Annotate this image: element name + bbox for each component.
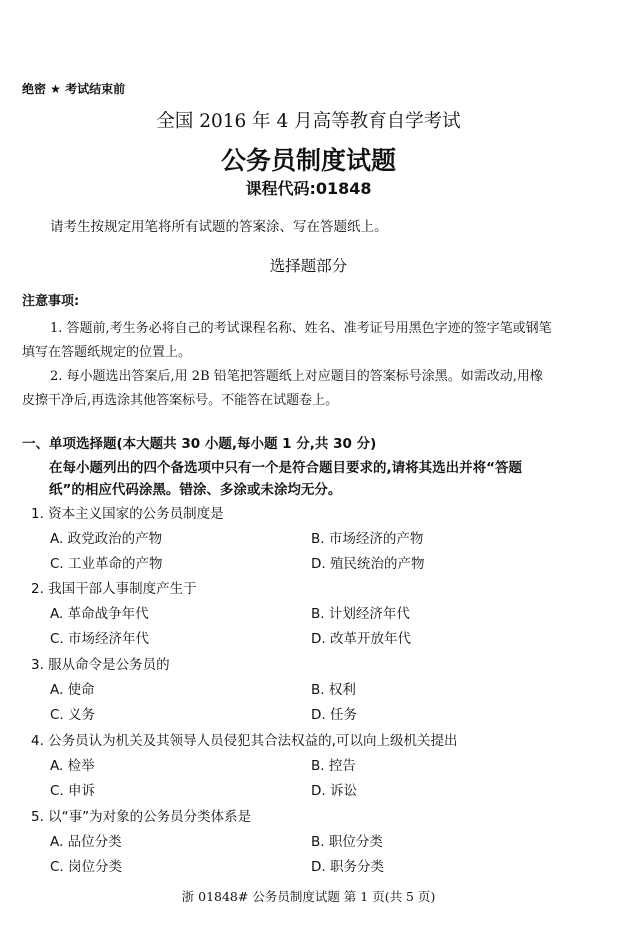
note-line: 2. 每小题选出答案后,用 2B 铅笔把答题纸上对应题目的答案标号涂黑。如需改动,用橡 [50,369,543,384]
note-line: 皮擦干净后,再选涂其他答案标号。不能答在试题卷上。 [22,393,339,408]
part-description: 纸”的相应代码涂黑。错涂、多涂或未涂均无分。 [49,482,342,498]
option-d: D. 职务分类 [311,859,384,875]
option-c: C. 市场经济年代 [50,631,150,647]
option-d: D. 任务 [311,707,357,723]
option-b: B. 计划经济年代 [311,606,410,622]
question-stem: 3. 服从命令是公务员的 [31,657,170,673]
page-title: 公务员制度试题 [220,146,396,175]
option-c: C. 岗位分类 [50,859,123,875]
option-d: D. 改革开放年代 [311,631,411,647]
option-a: A. 检举 [50,758,95,774]
question-stem: 1. 资本主义国家的公务员制度是 [31,506,224,522]
option-c: C. 申诉 [50,783,96,799]
option-c: C. 工业革命的产物 [50,556,163,572]
option-b: B. 职位分类 [311,834,383,850]
option-a: A. 革命战争年代 [50,606,149,622]
option-b: B. 权利 [311,682,356,698]
part-heading: 一、单项选择题(本大题共 30 小题,每小题 1 分,共 30 分) [22,436,377,452]
part-description: 在每小题列出的四个备选项中只有一个是符合题目要求的,请将其选出并将“答题 [49,460,522,476]
confidential-label: 绝密 ★ 考试结束前 [22,82,126,96]
option-d: D. 殖民统治的产物 [311,556,425,572]
option-c: C. 义务 [50,707,96,723]
question-stem: 4. 公务员认为机关及其领导人员侵犯其合法权益的,可以向上级机关提出 [31,733,458,749]
option-d: D. 诉讼 [311,783,357,799]
option-a: A. 品位分类 [50,834,122,850]
course-code: 课程代码:01848 [245,179,372,198]
option-a: A. 使命 [50,682,95,698]
note-line: 填写在答题纸规定的位置上。 [22,345,192,360]
notes-heading: 注意事项: [22,294,80,309]
section-title: 选择题部分 [269,257,348,275]
option-b: B. 控告 [311,758,356,774]
page-footer: 浙 01848# 公务员制度试题 第 1 页(共 5 页) [181,889,436,904]
option-a: A. 政党政治的产物 [50,531,163,547]
note-line: 1. 答题前,考生务必将自己的考试课程名称、姓名、准考证号用黑色字迹的签字笔或钢笔 [50,321,552,336]
answer-instruction: 请考生按规定用笔将所有试题的答案涂、写在答题纸上。 [50,219,388,235]
question-stem: 5. 以“事”为对象的公务员分类体系是 [31,809,252,825]
option-b: B. 市场经济的产物 [311,531,424,547]
exam-name: 全国 2016 年 4 月高等教育自学考试 [156,111,461,132]
question-stem: 2. 我国干部人事制度产生于 [31,581,197,597]
